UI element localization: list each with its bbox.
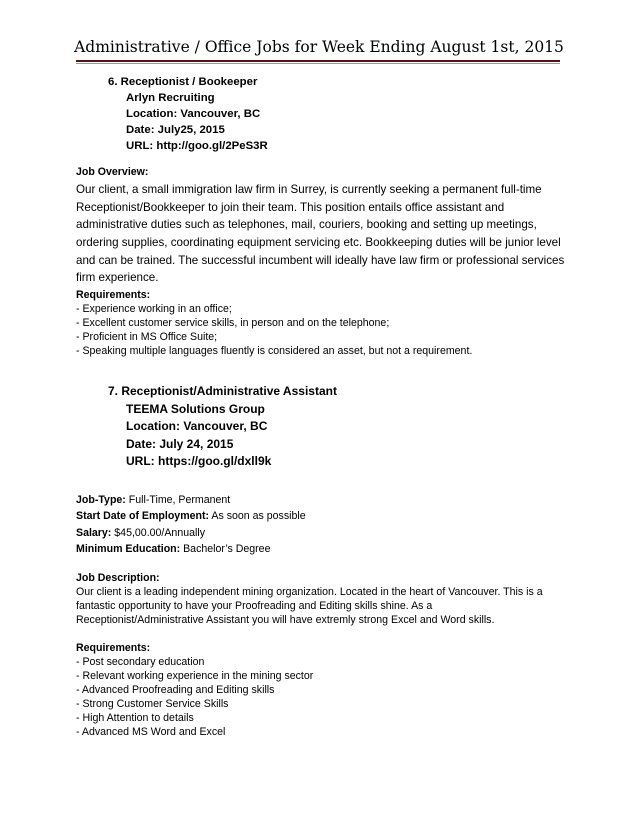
- job-6-url[interactable]: URL: http://goo.gl/2PeS3R: [126, 140, 268, 152]
- job-6-requirements-label: Requirements:: [76, 289, 151, 301]
- requirement-item: - High Attention to details: [76, 712, 194, 724]
- page-header-title: Administrative / Office Jobs for Week Ending August 1st, 2015: [74, 38, 564, 56]
- education-row: [76, 541, 306, 557]
- salary-row: [76, 525, 306, 541]
- job-7-url[interactable]: URL: https://goo.gl/dxll9k: [126, 454, 272, 468]
- job-type-row: [76, 492, 306, 508]
- requirement-item: - Post secondary education: [76, 656, 205, 668]
- requirement-item: - Excellent customer service skills, in person and on the telephone;: [76, 317, 390, 329]
- requirement-item: - Strong Customer Service Skills: [76, 698, 229, 710]
- overview-line: firm experience.: [76, 271, 159, 285]
- header-rule: [76, 60, 560, 62]
- job-type-label: Job-Type:: [76, 494, 126, 506]
- job-6-location: Location: Vancouver, BC: [126, 108, 261, 120]
- education-value: Bachelor’s Degree: [180, 543, 271, 556]
- header-rule-shadow: [76, 63, 560, 64]
- education-label: Minimum Education:: [76, 543, 181, 556]
- requirement-item: - Relevant working experience in the mining sector: [76, 670, 314, 682]
- job-6-date: Date: July25, 2015: [126, 124, 225, 136]
- job-7-description-label: Job Description:: [76, 572, 160, 584]
- description-line: fantastic opportunity to have your Proofreading and Editing skills shine. As a: [76, 600, 433, 612]
- job-6-title: 6. Receptionist / Bookeeper: [108, 76, 258, 88]
- job-7-details: [76, 492, 306, 558]
- salary-label: Salary:: [76, 526, 112, 539]
- start-date-row: [76, 508, 306, 524]
- job-6-overview: [76, 181, 566, 287]
- overview-line: ordering supplies, coordinating equipment servicing etc. Bookkeeping duties will be junior level: [76, 236, 561, 250]
- overview-line: and can be trained. The successful incumbent will ideally have law firm or professional services: [76, 253, 565, 267]
- description-line: Our client is a leading independent mining organization. Located in the heart of Vancouver. This is a: [76, 586, 543, 598]
- job-7-requirements-label: Requirements:: [76, 642, 151, 654]
- description-line: Receptionist/Administrative Assistant you will have extremly strong Excel and Word skills.: [76, 614, 495, 626]
- requirement-item: - Advanced Proofreading and Editing skills: [76, 684, 275, 696]
- job-type-value: Full-Time, Permanent: [125, 494, 231, 506]
- requirement-item: - Speaking multiple languages fluently is considered an asset, but not a requirement.: [76, 345, 473, 357]
- job-6-requirements-list: [76, 302, 472, 358]
- overview-line: Our client, a small immigration law firm in Surrey, is currently seeking a permanent full-time: [76, 183, 542, 196]
- job-7-title: 7. Receptionist/Administrative Assistant: [108, 384, 337, 398]
- start-date-value: As soon as possible: [209, 510, 306, 523]
- requirement-item: - Proficient in MS Office Suite;: [76, 331, 218, 343]
- job-6-heading: [108, 74, 268, 154]
- job-6-company: Arlyn Recruiting: [126, 92, 215, 104]
- job-7-company: TEEMA Solutions Group: [126, 401, 265, 416]
- job-6-overview-label: Job Overview:: [76, 166, 149, 178]
- salary-value: $45,00.00/Annually: [111, 526, 205, 539]
- job-7-heading: [108, 383, 337, 471]
- job-7-location: Location: Vancouver, BC: [126, 419, 268, 433]
- start-date-label: Start Date of Employment:: [76, 510, 210, 523]
- job-7-date: Date: July 24, 2015: [126, 436, 234, 451]
- overview-line: administrative duties such as telephones, mail, couriers, booking and setting up meetings,: [76, 218, 537, 232]
- job-7-description: [76, 585, 566, 627]
- overview-line: Receptionist/Bookkeeper to join their team. This position entails office assistant and: [76, 200, 505, 214]
- requirement-item: - Experience working in an office;: [76, 303, 232, 315]
- job-7-requirements-list: [76, 655, 313, 739]
- requirement-item: - Advanced MS Word and Excel: [76, 726, 226, 738]
